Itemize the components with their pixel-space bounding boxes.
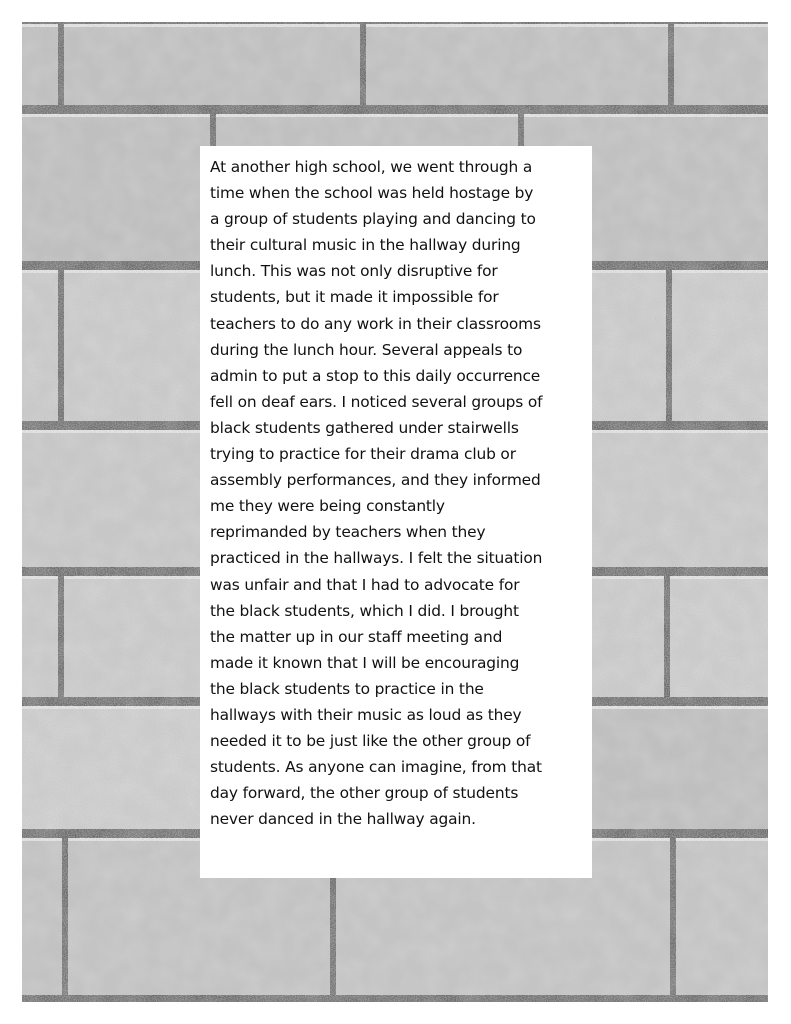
- body-paragraph: At another high school, we went through a time when the school was held hostage by a group of students playing and dancing to their cultural music in the hallway during lunch. This was not only disruptive for students, but it made it impossible for teachers to do any work in their classrooms during the lunch hour. Several appeals to admin to put a stop to this daily occurrence fell on deaf ears. I noticed several groups of black students gathered under stairwells trying to practice for their drama club or assembly performances, and they informed me they were being constantly reprimanded by teachers when they practiced in the hallways. I felt the situation was unfair and that I had to advocate for the black students, which I did. I brought the matter up in our staff meeting and made it known that I will be encouraging the black students to practice in the hallways with their music as loud as they needed it to be just like the other group of students. As anyone can imagine, from that day forward, the other group of students never danced in the hallway again.: [210, 158, 543, 829]
- text-panel: [200, 146, 592, 878]
